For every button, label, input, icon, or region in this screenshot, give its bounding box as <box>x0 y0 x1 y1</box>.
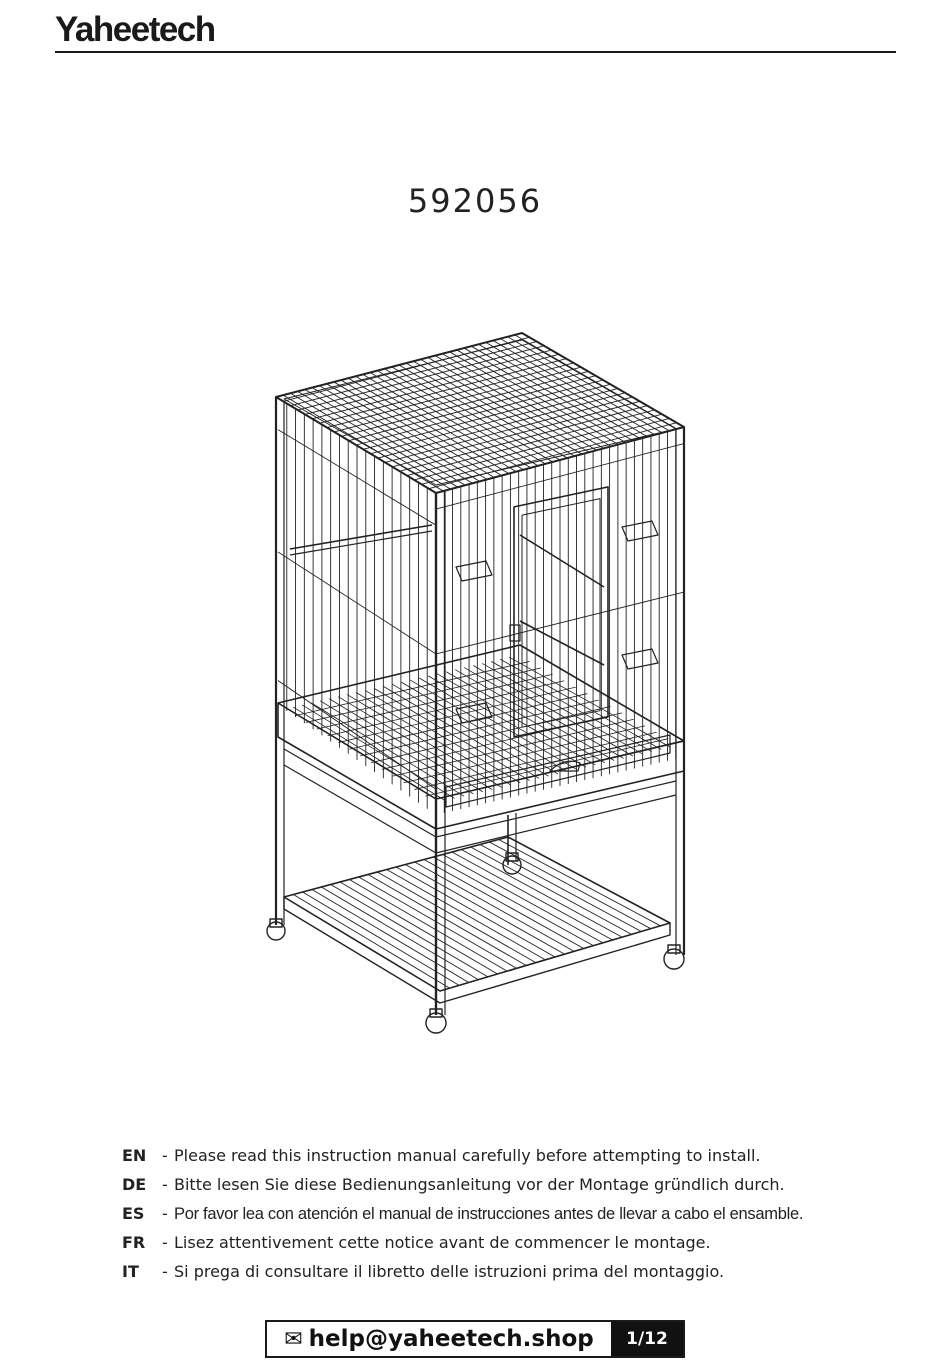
brand-logo: Yaheetech <box>55 10 215 49</box>
instruction-text: Si prega di consultare il libretto delle istruzioni prima del montaggio. <box>174 1262 725 1281</box>
instruction-text: Bitte lesen Sie diese Bedienungsanleitung vor der Montage gründlich durch. <box>174 1175 785 1194</box>
support-email[interactable] <box>267 1322 611 1356</box>
instruction-list <box>122 1146 882 1291</box>
support-footer <box>265 1320 685 1358</box>
instruction-line-es: ES - Por favor lea con atención el manual de instrucciones antes de llevar a cabo el ensamble. <box>122 1204 804 1223</box>
instruction-line-de: DE - Bitte lesen Sie diese Bedienungsanleitung vor der Montage gründlich durch. <box>122 1175 785 1194</box>
language-code: IT <box>122 1262 139 1281</box>
envelope-icon: ✉ <box>284 1326 303 1352</box>
instruction-text: Please read this instruction manual carefully before attempting to install. <box>174 1146 761 1165</box>
header-divider <box>55 51 896 53</box>
instruction-line-en: EN - Please read this instruction manual carefully before attempting to install. <box>122 1146 761 1165</box>
instruction-text: Lisez attentivement cette notice avant de commencer le montage. <box>174 1233 711 1252</box>
cage-illustration <box>250 325 700 1045</box>
page-number: 1/12 <box>611 1322 683 1356</box>
language-code: EN <box>122 1146 147 1165</box>
instruction-line-it: IT - Si prega di consultare il libretto delle istruzioni prima del montaggio. <box>122 1262 725 1281</box>
instruction-text: Por favor lea con atención el manual de instrucciones antes de llevar a cabo el ensamble. <box>174 1205 804 1223</box>
language-code: FR <box>122 1233 146 1252</box>
model-number: 592056 <box>407 182 543 220</box>
support-email-address[interactable]: help@yaheetech.shop <box>308 1326 594 1352</box>
language-code: ES <box>122 1204 145 1223</box>
instruction-line-fr: FR - Lisez attentivement cette notice avant de commencer le montage. <box>122 1233 711 1252</box>
language-code: DE <box>122 1175 147 1194</box>
